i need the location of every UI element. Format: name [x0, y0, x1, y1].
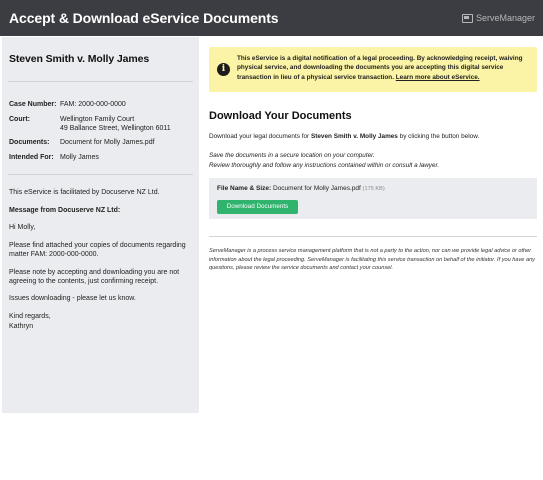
message-greeting: Hi Molly, — [9, 224, 36, 232]
file-panel — [209, 178, 537, 219]
intro-case-name: Steven Smith v. Molly James — [310, 132, 398, 140]
disclaimer-text: ServeManager is a process service management platform that is not a party to the action, nor can we provide legal advice or other information about the legal proceeding. ServeManager is facilitating this service transaction on behalf of the initiator. If you have any questions, please review the service documents and contact your counsel. — [209, 248, 535, 272]
detail-label: Court: — [9, 115, 30, 123]
divider — [209, 236, 537, 237]
case-title: Steven Smith v. Molly James — [9, 53, 150, 65]
detail-row-intended-for — [9, 153, 192, 162]
detail-value — [60, 138, 192, 147]
download-heading: Download Your Documents — [209, 110, 352, 122]
message-paragraph: Issues downloading - please let us know. — [9, 295, 136, 303]
brand-logo — [462, 12, 535, 24]
brand-name: ServeManager — [475, 13, 535, 23]
notice-body: This eService is a digital notification of a legal proceeding. By acknowledging receipt, waiving physical service, and downloading the documents you are accepting this digital service transaction in lieu of a physical service transaction. — [237, 55, 523, 81]
detail-value — [60, 115, 192, 134]
message-paragraph: Please find attached your copies of documents regarding matter FAM: 2000-000-0000. — [9, 241, 186, 259]
intro-prefix: Download your legal documents for — [209, 132, 310, 140]
document-name: Document for Molly James.pdf — [60, 139, 155, 147]
message-signoff: Kind regards, — [9, 312, 51, 320]
download-instructions — [209, 151, 537, 170]
learn-more-link[interactable]: Learn more about eService. — [395, 73, 480, 81]
case-details — [9, 100, 192, 162]
main-content — [209, 47, 537, 273]
court-address: 49 Ballance Street, Wellington 6011 — [60, 125, 171, 133]
divider — [8, 81, 193, 82]
divider — [8, 174, 193, 175]
message-signature: Kathryn — [9, 323, 34, 331]
page-title: Accept & Download eService Documents — [9, 10, 279, 26]
message-paragraph: Please note by accepting and downloading you are not agreeing to the contents, just confirming receipt. — [9, 268, 180, 285]
court-name: Wellington Family Court — [60, 115, 135, 123]
detail-label: Documents: — [9, 139, 50, 147]
download-intro — [209, 133, 537, 142]
file-size: (175 KB) — [362, 186, 385, 193]
instruction-line: Review thoroughly and follow any instructions contained within or consult a lawyer. — [209, 161, 440, 169]
file-info — [217, 185, 529, 194]
header-bar — [0, 0, 543, 36]
detail-label: Intended For: — [9, 153, 54, 161]
detail-row-case-number — [9, 100, 192, 109]
download-documents-button[interactable]: Download Documents — [217, 200, 298, 214]
case-sidebar — [2, 37, 199, 413]
recipient-name: Molly James — [60, 153, 99, 161]
detail-label: Case Number: — [9, 101, 57, 109]
file-label: File Name & Size: — [217, 185, 272, 193]
notice-text — [237, 54, 533, 82]
instruction-line: Save the documents in a secure location on your computer. — [209, 152, 375, 160]
detail-row-documents — [9, 138, 192, 147]
facilitated-text: This eService is facilitated by Docuserve NZ Ltd. — [9, 189, 160, 197]
case-number-value: FAM: 2000-000-0000 — [60, 101, 126, 109]
detail-value — [60, 153, 192, 162]
file-name: Document for Molly James.pdf — [273, 185, 361, 193]
folder-icon — [462, 14, 473, 23]
detail-row-court — [9, 115, 192, 134]
info-icon: i — [217, 63, 230, 76]
eservice-notice — [209, 47, 537, 92]
sender-message — [9, 188, 192, 331]
message-heading: Message from Docuserve NZ Ltd: — [9, 206, 121, 214]
intro-suffix: by clicking the button below. — [399, 132, 480, 140]
detail-value — [60, 100, 192, 109]
